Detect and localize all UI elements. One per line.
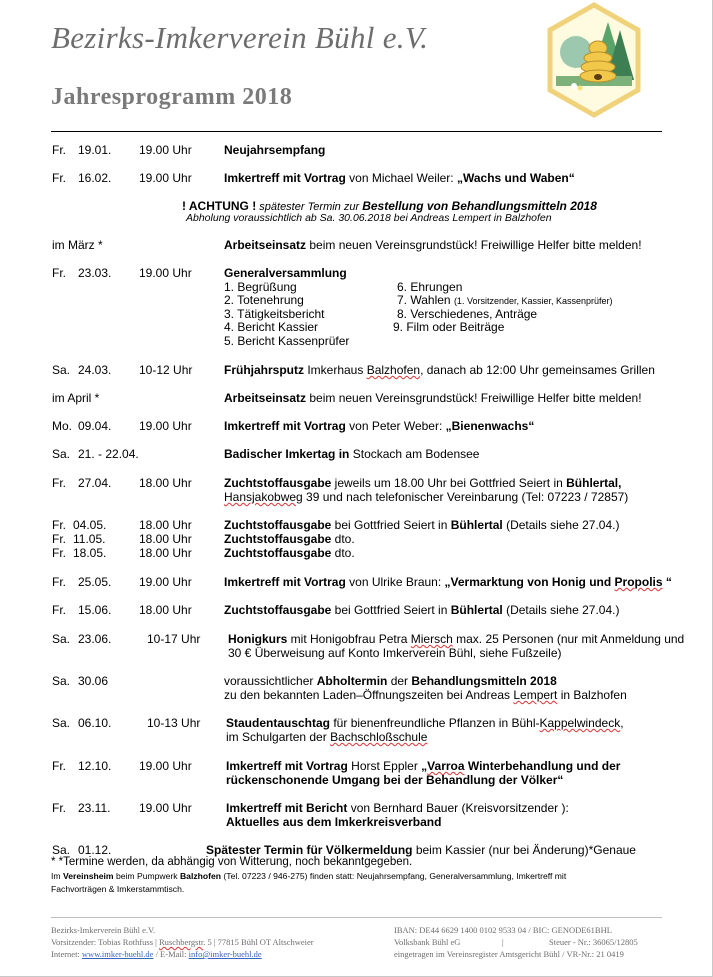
agenda-item: 6. Ehrungen (397, 280, 463, 294)
event-date: 04.05. (73, 518, 107, 532)
event-description: Zuchtstoffausgabe bei Gottfried Seiert in Bühlertal (Details siehe 27.04.) (224, 603, 620, 617)
event-description-line2: rückenschonende Umgang bei der Behandlung der Völker“ (226, 773, 564, 787)
document-page: Bezirks-Imkerverein Bühl e.V. Jahresprogramm 2018 Fr. 19.01. 19.00 Uhr Neujahrsempfang Fr. 16.02. 19.00 Uhr Imkertreff mit Vortrag von Michael Weiler: „Wachs und Waben“ ! ACHTUNG ! spätester Termin zur Bestellung von Behandlungsmitteln 2018 Abholung voraussichtlich ab Sa. 30.06.2018 bei Andreas Lempert in Balzhofen im März * Arbeitseinsatz beim neuen Vereinsgrundstück! Freiwillige Helfer bitte melden! Fr. 23.03. 19.00 Uhr Generalversammlung 1. Begrüßung 2. Totenehrung 3. Tätigkeitsbericht 4. Bericht Kassier 5. Bericht Kassenprüfer 6. Ehrungen 7. Wahlen (1. Vorsitzender, Kassier, Kassenprüfer) 8. Verschiedenes, Anträge 9. Film oder Beiträge Sa. 24.03. 10-12 Uhr Frühjahrsputz Imkerhaus Balzhofen, danach ab 12:00 Uhr gemeinsames Grillen im April * Arbeitseinsatz beim neuen Vereinsgrundstück! Freiwillige Helfer bitte melden! Mo. 09.04. 19.00 Uhr Imkertreff mit Vortrag von Peter Weber: „Bienenwachs“ Sa. 21. - 22.04. Badischer Imkertag in Stockach am Bodensee Fr. 27.04. 18.00 Uhr Zuchtstoffausgabe jeweils um 18.00 Uhr bei Gottfried Seiert in Bühlertal, Hansjakobweg 39 und nach telefonischer Vereinbarung (Tel: 07223 / 72857) Fr. 04.05. 18.00 Uhr Zuchtstoffausgabe bei Gottfried Seiert in Bühlertal (Details siehe 27.04.) Fr. 11.05. 18.00 Uhr Zuchtstoffausgabe dto. Fr. 18.05. 18.00 Uhr Zuchtstoffausgabe dto. Fr. 25.05. 19.00 Uhr Imkertreff mit Vortrag von Ulrike Braun: „Vermarktung von Honig und Propolis “ Fr. 15.06. 18.00 Uhr Zuchtstoffausgabe bei Gottfried Seiert in Bühlertal (Details siehe 27.04.) Sa. 23.06. 10-17 Uhr Honigkurs mit Honigobfrau Petra Miersch max. 25 Personen (nur mit Anmeldung und 30 € Überweisung auf Konto Imkerverein Bühl, siehe Fußzeile) Sa. 30.06 voraussichtlicher Abholtermin der Behandlungsmitteln 2018 zu den bekannten Laden–Öffnungszeiten bei Andreas Lempert in Balzhofen Sa. 06.10. 10-13 Uhr Staudentauschtag für bienenfreundliche Pflanzen in Bühl-Kappelwindeck, im Schulgarten der Bachschloßschule Fr. 12.10. 19.00 Uhr Imkertreff mit Vortrag Horst Eppler „Varroa Winterbehandlung und der rückenschonende Umgang bei der Behandlung der Völker“ Fr. 23.11. 19.00 Uhr Imkertreff mit Bericht von Bernhard Bauer (Kreisvorsitzender ): Aktuelles aus dem Imkerkreisverband Sa. 01.12. Spätester Termin für Völkermeldung beim Kassier (nur bei Änderung)*Genaue * *Termine werden, da abhängig von Witterung, noch bekanntgegeben. Im Vereinsheim beim Pumpwerk Balzhofen (Tel. 07223 / 946-275) finden statt: Neujahrsempfang, Generalversammlung, Imkertreff mit Fachvorträgen & Imkerstammtisch. Bezirks-Imkerverein Bühl e.V. Vorsitzender: Tobias Rothfuss | Ruschbergstr. 5 | 77815 Bühl OT Altschweier Internet: www.imker-buehl.de / E-Mail: info@imker-buehl.de IBAN: DE44 6629 1400 0102 9533 04 / BIC: GENODE61BHL Volksbank Bühl eG | Steuer - Nr.: 36065/12805 eingetragen im Vereinsregister Amtsgericht Bühl / VR-Nr.: 21 0419 (0, 0, 713, 977)
event-description: Imkertreff mit Vortrag von Ulrike Braun: „Vermarktung von Honig und Propolis “ (224, 575, 672, 589)
event-date: 11.05. (73, 532, 106, 546)
event-description: Zuchtstoffausgabe dto. (224, 546, 355, 560)
event-day: Fr. (52, 518, 66, 532)
event-date: 15.06. (78, 603, 112, 617)
event-date: 30.06 (78, 674, 109, 688)
event-day: Fr. (52, 143, 66, 157)
event-description: Zuchtstoffausgabe bei Gottfried Seiert in Bühlertal (Details siehe 27.04.) (224, 518, 620, 532)
event-day: Sa. (52, 843, 71, 857)
event-date: 21. - 22.04. (78, 447, 139, 461)
page-subtitle: Jahresprogramm 2018 (51, 84, 293, 110)
event-day: Fr. (52, 532, 66, 546)
event-date: 25.05. (78, 575, 112, 589)
agenda-item: 8. Verschiedenes, Anträge (397, 307, 538, 321)
event-day: Mo. (52, 419, 73, 433)
event-time: 18.00 Uhr (139, 476, 192, 490)
footer-register: eingetragen im Vereinsregister Amtsgericht Bühl / VR-Nr.: 21 0419 (394, 949, 624, 959)
event-day: Sa. (52, 447, 71, 461)
event-time: 19.00 Uhr (139, 266, 192, 280)
event-time: 18.00 Uhr (139, 546, 192, 560)
event-description: Spätester Termin für Völkermeldung beim Kassier (nur bei Änderung)*Genaue (206, 843, 636, 857)
event-description: Staudentauschtag für bienenfreundliche Pflanzen in Bühl-Kappelwindeck, (226, 716, 624, 730)
footer-org: Bezirks-Imkerverein Bühl e.V. (51, 925, 156, 935)
event-time: 19.00 Uhr (139, 759, 192, 773)
footer-divider (51, 917, 662, 918)
event-description-line2: 30 € Überweisung auf Konto Imkerverein Bühl, siehe Fußzeile) (228, 646, 562, 660)
event-date: 23.03. (78, 266, 112, 280)
event-date: 16.02. (78, 171, 112, 185)
footer-contact: Internet: www.imker-buehl.de / E-Mail: info@imker-buehl.de (51, 949, 262, 959)
event-date: 23.06. (78, 632, 112, 646)
event-date: 18.05. (73, 546, 107, 560)
agenda-item: 9. Film oder Beiträge (393, 320, 505, 334)
event-day: Fr. (52, 266, 66, 280)
event-date: im März * (52, 238, 103, 252)
event-time: 10-13 Uhr (147, 716, 201, 730)
header-divider (51, 131, 662, 132)
event-time: 19.00 Uhr (139, 171, 192, 185)
event-date: 01.12. (78, 843, 112, 857)
website-link[interactable]: www.imker-buehl.de (81, 949, 154, 959)
event-date: im April * (52, 391, 100, 405)
page-title: Bezirks-Imkerverein Bühl e.V. (51, 20, 429, 55)
event-time: 18.00 Uhr (139, 532, 192, 546)
footer-chair: Vorsitzender: Tobias Rothfuss | Ruschbergstr. 5 | 77815 Bühl OT Altschweier (51, 937, 314, 947)
event-date: 24.03. (78, 363, 112, 377)
event-time: 19.00 Uhr (139, 143, 192, 157)
event-description: Imkertreff mit Vortrag Horst Eppler „Varroa Winterbehandlung und der (226, 759, 621, 773)
event-description-line2: zu den bekannten Laden–Öffnungszeiten bei Andreas Lempert in Balzhofen (224, 688, 627, 702)
event-day: Fr. (52, 476, 66, 490)
event-date: 27.04. (78, 476, 112, 490)
email-link[interactable]: info@imker-buehl.de (188, 949, 262, 959)
event-date: 19.01. (78, 143, 112, 157)
event-day: Fr. (52, 603, 66, 617)
event-description: Arbeitseinsatz beim neuen Vereinsgrundstück! Freiwillige Helfer bitte melden! (224, 391, 642, 405)
event-description-line2: Aktuelles aus dem Imkerkreisverband (226, 815, 442, 829)
agenda-item: 4. Bericht Kassier (224, 320, 319, 334)
event-title: Generalversammlung (224, 266, 347, 280)
event-description: Frühjahrsputz Imkerhaus Balzhofen, danach ab 12:00 Uhr gemeinsames Grillen (224, 363, 655, 377)
event-time: 19.00 Uhr (139, 801, 192, 815)
event-description: Zuchtstoffausgabe dto. (224, 532, 355, 546)
footer-separator: | (502, 937, 504, 947)
agenda-item: 1. Begrüßung (224, 280, 297, 294)
event-description: Imkertreff mit Vortrag von Michael Weiler: „Wachs und Waben“ (224, 171, 575, 185)
event-day: Sa. (52, 674, 71, 688)
agenda-item: 7. Wahlen (1. Vorsitzender, Kassier, Kassenprüfer) (397, 293, 613, 307)
event-description: Imkertreff mit Vortrag von Peter Weber: „Bienenwachs“ (224, 419, 535, 433)
footnote-schedule: * *Termine werden, da abhängig von Witterung, noch bekanntgegeben. (51, 856, 413, 868)
agenda-item: 3. Tätigkeitsbericht (224, 307, 325, 321)
event-time: 10-12 Uhr (139, 363, 193, 377)
event-date: 09.04. (78, 419, 112, 433)
event-day: Sa. (52, 716, 71, 730)
event-time: 19.00 Uhr (139, 419, 192, 433)
footer-bank: Volksbank Bühl eG (394, 937, 461, 947)
event-date: 23.11. (78, 801, 111, 815)
footer-tax: Steuer - Nr.: 36065/12805 (549, 937, 638, 947)
beehive-logo (546, 2, 642, 118)
event-day: Fr. (52, 171, 66, 185)
footer-iban: IBAN: DE44 6629 1400 0102 9533 04 / BIC: GENODE61BHL (394, 925, 612, 935)
event-description-line2: Hansjakobweg 39 und nach telefonischer Vereinbarung (Tel: 07223 / 72857) (224, 490, 629, 504)
event-description-line2: im Schulgarten der Bachschloßschule (226, 730, 428, 744)
footnote-venue-line2: Fachvorträgen & Imkerstammtisch. (51, 884, 185, 894)
event-description: Imkertreff mit Bericht von Bernhard Bauer (Kreisvorsitzender ): (226, 801, 569, 815)
event-day: Fr. (52, 575, 66, 589)
event-time: 19.00 Uhr (139, 575, 192, 589)
event-time: 18.00 Uhr (139, 603, 192, 617)
agenda-item: 2. Totenehrung (224, 293, 304, 307)
event-description: Badischer Imkertag in Stockach am Bodensee (224, 447, 480, 461)
event-date: 12.10. (78, 759, 112, 773)
event-day: Sa. (52, 632, 71, 646)
event-description: Arbeitseinsatz beim neuen Vereinsgrundstück! Freiwillige Helfer bitte melden! (224, 238, 642, 252)
event-time: 10-17 Uhr (147, 632, 201, 646)
event-day: Fr. (52, 759, 66, 773)
event-day: Fr. (52, 801, 66, 815)
event-day: Fr. (52, 546, 66, 560)
event-description: voraussichtlicher Abholtermin der Behandlungsmitteln 2018 (224, 674, 557, 688)
agenda-item: 5. Bericht Kassenprüfer (224, 334, 350, 348)
event-date: 06.10. (78, 716, 112, 730)
event-description: Zuchtstoffausgabe jeweils um 18.00 Uhr bei Gottfried Seiert in Bühlertal, (224, 476, 622, 490)
event-title: Neujahrsempfang (224, 143, 326, 157)
footnote-venue: Im Vereinsheim beim Pumpwerk Balzhofen (Tel. 07223 / 946-275) finden statt: Neujahrsempfang, Generalversammlung, Imkertreff mit (51, 871, 567, 881)
event-description: Honigkurs mit Honigobfrau Petra Miersch max. 25 Personen (nur mit Anmeldung und (228, 632, 685, 646)
event-day: Sa. (52, 363, 71, 377)
event-time: 18.00 Uhr (139, 518, 192, 532)
